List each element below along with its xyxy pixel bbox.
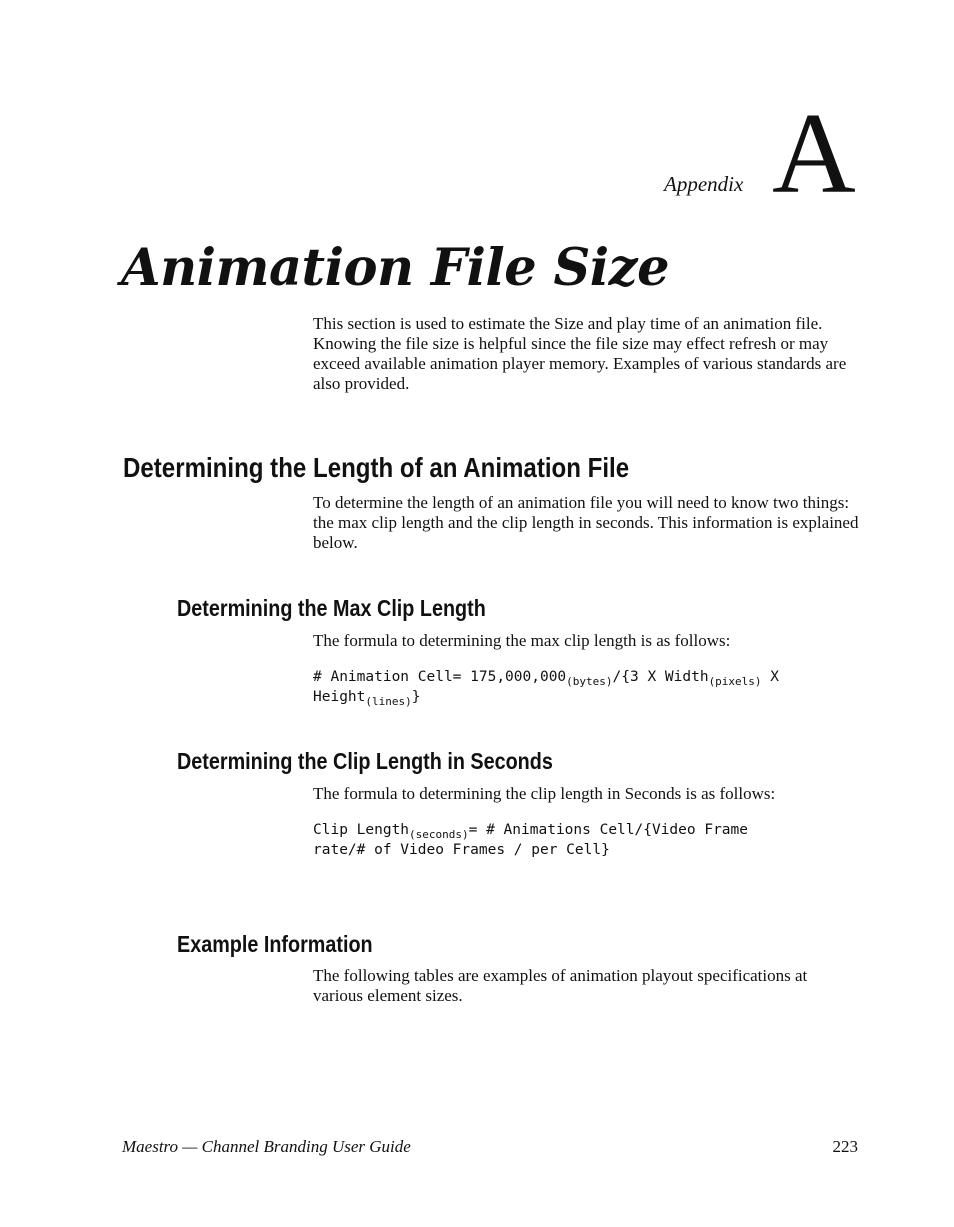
max-clip-formula [313, 667, 873, 707]
appendix-letter: A [772, 90, 856, 218]
clip-seconds-formula-line-2: rate/# of Video Frames / per Cell} [313, 842, 610, 858]
page-title: Animation File Size [121, 238, 670, 298]
clip-seconds-paragraph: The formula to determining the clip length in Seconds is as follows: [313, 784, 776, 803]
subheading-max-clip: Determining the Max Clip Length [177, 595, 486, 621]
clip-seconds-formula [313, 820, 873, 860]
footer-page-number: 223 [832, 1137, 858, 1156]
clip-seconds-formula-line-1: Clip Length$_{(seconds)}$= # Animations Cell/{Video Frame [313, 822, 748, 841]
subheading-clip-seconds: Determining the Clip Length in Seconds [177, 748, 553, 774]
max-clip-formula-line-2: Height$_{(lines)}$} [313, 689, 421, 708]
intro-paragraph: This section is used to estimate the Size and play time of an animation file. Knowing the file size is helpful since the file size may effect refresh or may exceed available animation player memory. Examples of various standards are also provided. [313, 314, 847, 393]
example-paragraph: The following tables are examples of animation playout specifications at various element sizes. [313, 966, 808, 1005]
section-heading-length: Determining the Length of an Animation File [123, 452, 630, 483]
max-clip-formula-line-1: # Animation Cell= $175,000,000_{(bytes)}/\{3$ X Width$_{(pixels)}$ X [313, 669, 780, 688]
subheading-example: Example Information [177, 931, 373, 957]
appendix-label: Appendix [664, 172, 744, 196]
footer-guide-title: Maestro — Channel Branding User Guide [122, 1137, 411, 1156]
max-clip-paragraph: The formula to determining the max clip length is as follows: [313, 631, 731, 650]
section-length-paragraph: To determine the length of an animation file you will need to know two things: the max clip length and the clip length in seconds. This information is explained below. [313, 493, 859, 552]
